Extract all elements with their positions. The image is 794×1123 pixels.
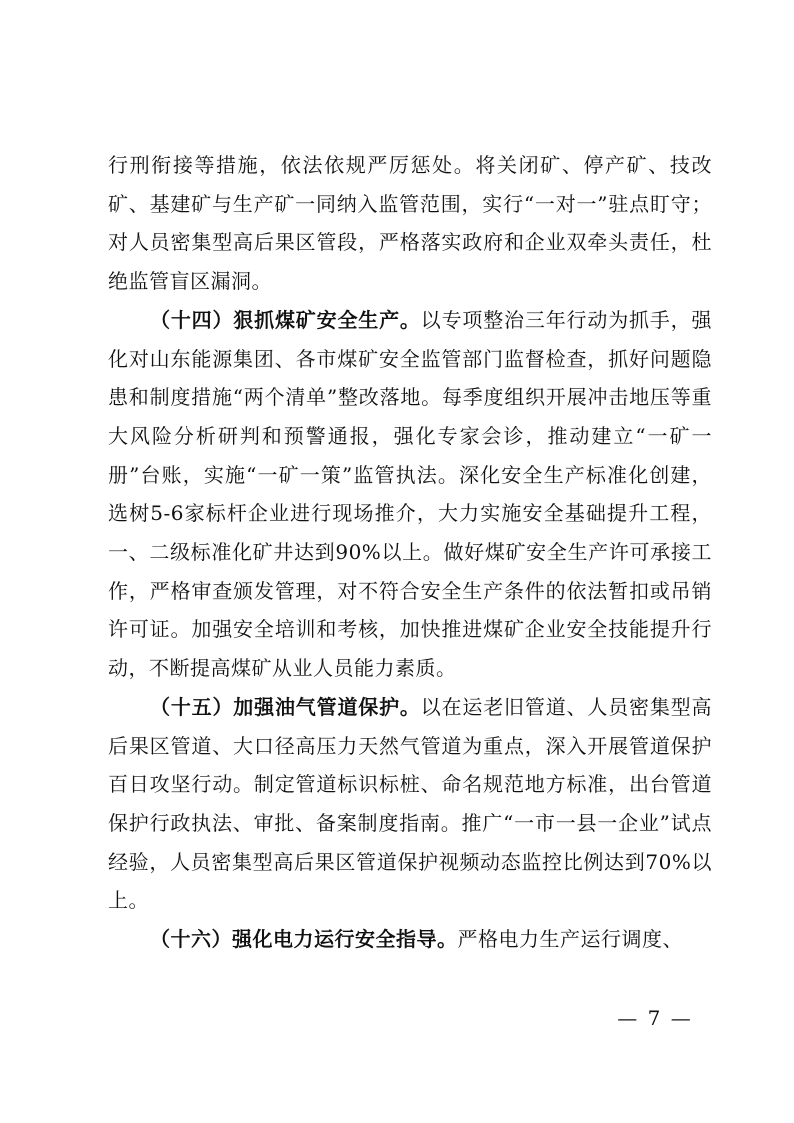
paragraph-text: 行刑衔接等措施，依法依规严厉惩处。将关闭矿、停产矿、技改矿、基建矿与生产矿一同纳入监管范围，实行“一对一”驻点盯守；对人员密集型高后果区管段，严格落实政府和企业双牵头责任，杜绝监管盲区漏洞。: [108, 153, 712, 294]
body-text: [108, 146, 712, 959]
page-number: — 7 —: [617, 1006, 693, 1030]
paragraph-heading: （十五）加强油气管道保护。: [150, 694, 421, 719]
paragraph-text: 以专项整治三年行动为抓手，强化对山东能源集团、各市煤矿安全监管部门监督检查，抓好问题隐患和制度措施“两个清单”整改落地。每季度组织开展冲击地压等重大风险分析研判和预警通报，强化专家会诊，推动建立“一矿一册”台账，实施“一矿一策”监管执法。深化安全生产标准化创建，选树5-6家标杆企业进行现场推介，大力实施安全基础提升工程，一、二级标准化矿井达到90%以上。做好煤矿安全生产许可承接工作，严格审查颁发管理，对不符合安全生产条件的依法暂扣或吊销许可证。加强安全培训和考核，加快推进煤矿企业安全技能提升行动，不断提高煤矿从业人员能力素质。: [108, 307, 712, 681]
paragraph-item-16: [108, 920, 712, 959]
paragraph-text: 严格电力生产运行调度、: [457, 927, 683, 952]
paragraph-heading: （十六）强化电力运行安全指导。: [150, 927, 458, 952]
paragraph-heading: （十四）狠抓煤矿安全生产。: [150, 307, 421, 332]
paragraph-item-15: [108, 688, 712, 920]
paragraph-text: 以在运老旧管道、人员密集型高后果区管道、大口径高压力天然气管道为重点，深入开展管道保护百日攻坚行动。制定管道标识标桩、命名规范地方标准，出台管道保护行政执法、审批、备案制度指南。推广“一市一县一企业”试点经验，人员密集型高后果区管道保护视频动态监控比例达到70%以上。: [108, 694, 712, 913]
paragraph-continuation: [108, 146, 712, 301]
paragraph-item-14: [108, 301, 712, 688]
